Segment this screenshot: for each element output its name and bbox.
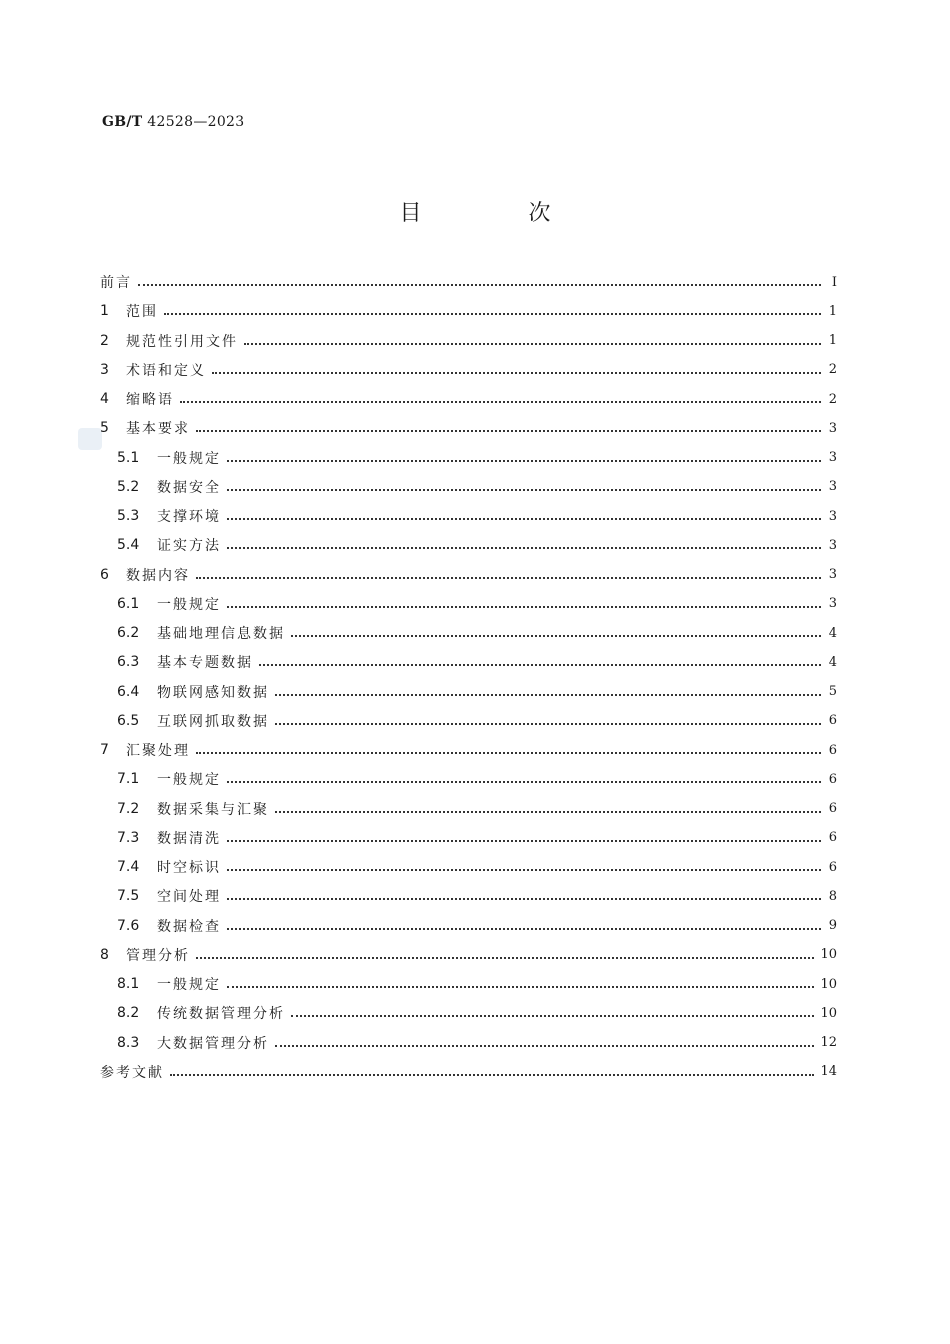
dot-leader: [227, 869, 821, 871]
toc-entry[interactable]: [117, 827, 837, 849]
dot-leader: [196, 752, 821, 754]
toc-entry-number: 7.6: [117, 917, 140, 934]
toc-entry-number: 4: [100, 391, 109, 407]
toc-entry-number: 6.5: [117, 712, 140, 729]
toc-entry[interactable]: [117, 447, 837, 469]
toc-entry[interactable]: [117, 768, 837, 790]
toc-entry-page: 3: [828, 596, 837, 612]
toc-entry-number: 7.5: [117, 888, 140, 905]
toc-entry-page: 3: [828, 508, 837, 524]
dot-leader: [227, 986, 814, 988]
toc-entry-number: 7: [100, 742, 109, 758]
toc-entry-label: 参考文献: [100, 1064, 164, 1081]
toc-entry-label: 缩略语: [126, 392, 174, 408]
toc-entry[interactable]: [100, 944, 837, 966]
toc-entry-label: 范围: [126, 304, 158, 321]
standard-code-prefix: GB/T: [102, 114, 143, 130]
toc-entry-number: 8: [100, 946, 109, 963]
toc-entry[interactable]: [117, 476, 837, 498]
toc-entry[interactable]: [100, 330, 837, 352]
dot-leader: [138, 284, 821, 286]
dot-leader: [227, 606, 821, 608]
toc-entry-number: 7.2: [117, 800, 140, 817]
toc-entry[interactable]: [100, 564, 837, 586]
toc-entry-page: 10: [820, 976, 837, 992]
toc-entry-number: 3: [100, 361, 109, 378]
toc-entry[interactable]: [117, 651, 837, 673]
toc-entry-number: 6: [100, 566, 109, 583]
standard-code-number: 42528—2023: [147, 114, 245, 130]
dot-leader: [170, 1074, 814, 1076]
watermark-logo: [78, 428, 102, 450]
toc-entry-label: 数据检查: [157, 918, 221, 935]
dot-leader: [291, 1015, 814, 1017]
toc-entry-label: 数据安全: [157, 479, 221, 496]
toc-entry[interactable]: [100, 739, 837, 761]
toc-entry-page: 6: [828, 771, 837, 787]
toc-entry-page: 1: [828, 303, 837, 319]
toc-entry[interactable]: [117, 534, 837, 556]
toc-entry-label: 物联网感知数据: [157, 684, 269, 701]
dot-leader: [227, 840, 821, 842]
toc-entry-number: 8.1: [117, 976, 140, 992]
dot-leader: [196, 577, 821, 579]
toc-entry-page: 5: [828, 684, 837, 699]
dot-leader: [180, 401, 821, 403]
dot-leader: [275, 694, 821, 696]
toc-entry-page: 14: [820, 1064, 837, 1080]
dot-leader: [227, 518, 821, 520]
toc-entry-page: 6: [828, 742, 837, 758]
toc-entry[interactable]: [117, 505, 837, 527]
toc-entry-label: 基础地理信息数据: [157, 626, 285, 642]
toc-entry[interactable]: [117, 856, 837, 878]
toc-entry-label: 数据清洗: [157, 830, 221, 847]
toc-entry-page: 6: [828, 859, 837, 875]
toc-entry-number: 7.1: [117, 771, 140, 788]
dot-leader: [275, 723, 821, 725]
toc-entry-page: 10: [820, 1005, 837, 1021]
toc-entry-number: 5: [100, 420, 109, 437]
dot-leader: [227, 489, 821, 491]
dot-leader: [275, 811, 821, 813]
toc-entry[interactable]: [117, 798, 837, 820]
toc-entry-page: 3: [828, 450, 837, 465]
toc-entry[interactable]: [117, 1002, 837, 1024]
dot-leader: [227, 781, 821, 783]
toc-entry-number: 5.4: [117, 537, 140, 554]
dot-leader: [227, 898, 821, 900]
toc-entry-label: 数据内容: [126, 567, 190, 584]
toc-entry-label: 管理分析: [126, 947, 190, 964]
toc-entry[interactable]: [100, 300, 837, 322]
toc-entry[interactable]: [100, 359, 837, 381]
toc-entry[interactable]: [117, 915, 837, 937]
toc-entry-page: Ⅰ: [831, 274, 837, 290]
toc-entry[interactable]: [100, 388, 837, 410]
toc-entry-label: 基本专题数据: [157, 655, 253, 672]
toc-entry[interactable]: [117, 710, 837, 732]
toc-entry-page: 9: [828, 918, 837, 933]
toc-entry-number: 6.3: [117, 654, 140, 671]
dot-leader: [227, 547, 821, 549]
dot-leader: [196, 957, 814, 959]
dot-leader: [275, 1045, 814, 1047]
toc-entry-number: 5.2: [117, 478, 140, 495]
toc-entry-number: 7.4: [117, 859, 140, 875]
toc-entry[interactable]: [117, 593, 837, 615]
toc-entry[interactable]: [117, 973, 837, 995]
toc-entry-number: 8.2: [117, 1005, 140, 1022]
toc-entry-label: 汇聚处理: [126, 743, 190, 759]
toc-entry-page: 3: [828, 420, 837, 436]
dot-leader: [259, 664, 821, 666]
toc-entry-page: 2: [828, 391, 837, 407]
toc-entry-number: 6.2: [117, 625, 140, 641]
toc-entry-page: 3: [828, 479, 837, 495]
toc-entry-label: 数据采集与汇聚: [157, 801, 269, 818]
toc-entry[interactable]: [117, 885, 837, 907]
toc-entry-page: 6: [828, 801, 837, 816]
dot-leader: [227, 928, 821, 930]
toc-entry-label: 一般规定: [157, 977, 221, 993]
toc-entry[interactable]: [100, 1061, 837, 1083]
toc-entry-number: 8.3: [117, 1034, 140, 1051]
toc-entry-label: 前言: [100, 275, 132, 291]
toc-entry-page: 4: [828, 654, 837, 670]
standard-code: [102, 114, 244, 130]
toc-entry-number: 7.3: [117, 829, 140, 846]
page-title: 目 次: [399, 201, 601, 226]
dot-leader: [291, 635, 821, 637]
toc-entry-page: 6: [828, 713, 837, 729]
toc-entry-page: 2: [828, 362, 837, 378]
toc-entry-label: 术语和定义: [126, 362, 206, 379]
toc-entry-label: 传统数据管理分析: [157, 1006, 285, 1023]
toc-entry[interactable]: [117, 622, 837, 644]
toc-entry-page: 3: [828, 567, 837, 582]
toc-entry-label: 时空标识: [157, 860, 221, 876]
dot-leader: [244, 343, 821, 345]
toc-entry-label: 互联网抓取数据: [157, 713, 269, 730]
toc-entry-label: 基本要求: [126, 421, 190, 438]
toc-entry-label: 空间处理: [157, 889, 221, 906]
toc-entry-page: 3: [828, 537, 837, 553]
toc-entry[interactable]: [100, 417, 837, 439]
toc-entry-label: 大数据管理分析: [157, 1035, 269, 1052]
toc-entry[interactable]: [117, 1032, 837, 1054]
toc-entry-label: 规范性引用文件: [126, 333, 238, 350]
dot-leader: [227, 460, 821, 462]
toc-entry-number: 5.3: [117, 508, 140, 524]
toc-entry-number: 6.4: [117, 683, 140, 700]
toc-entry[interactable]: [117, 681, 837, 703]
toc-entry-number: 6.1: [117, 595, 140, 612]
dot-leader: [212, 372, 821, 374]
toc-entry-number: 5.1: [117, 449, 140, 466]
toc-entry-label: 一般规定: [157, 772, 221, 789]
toc-entry-label: 一般规定: [157, 596, 221, 613]
toc-entry-page: 1: [828, 333, 837, 348]
toc-entry-page: 8: [828, 888, 837, 904]
dot-leader: [196, 430, 821, 432]
toc-entry-page: 6: [828, 830, 837, 846]
toc-entry-page: 4: [828, 625, 837, 641]
toc-entry-label: 支撑环境: [157, 509, 221, 525]
toc-entry-label: 证实方法: [157, 538, 221, 555]
toc-entry-page: 10: [820, 947, 837, 963]
toc-entry-page: 12: [820, 1035, 837, 1050]
toc-entry-label: 一般规定: [157, 450, 221, 467]
toc-entry[interactable]: [100, 271, 837, 293]
toc-entry-number: 1: [100, 303, 109, 320]
dot-leader: [164, 313, 821, 315]
toc-entry-number: 2: [100, 332, 109, 349]
